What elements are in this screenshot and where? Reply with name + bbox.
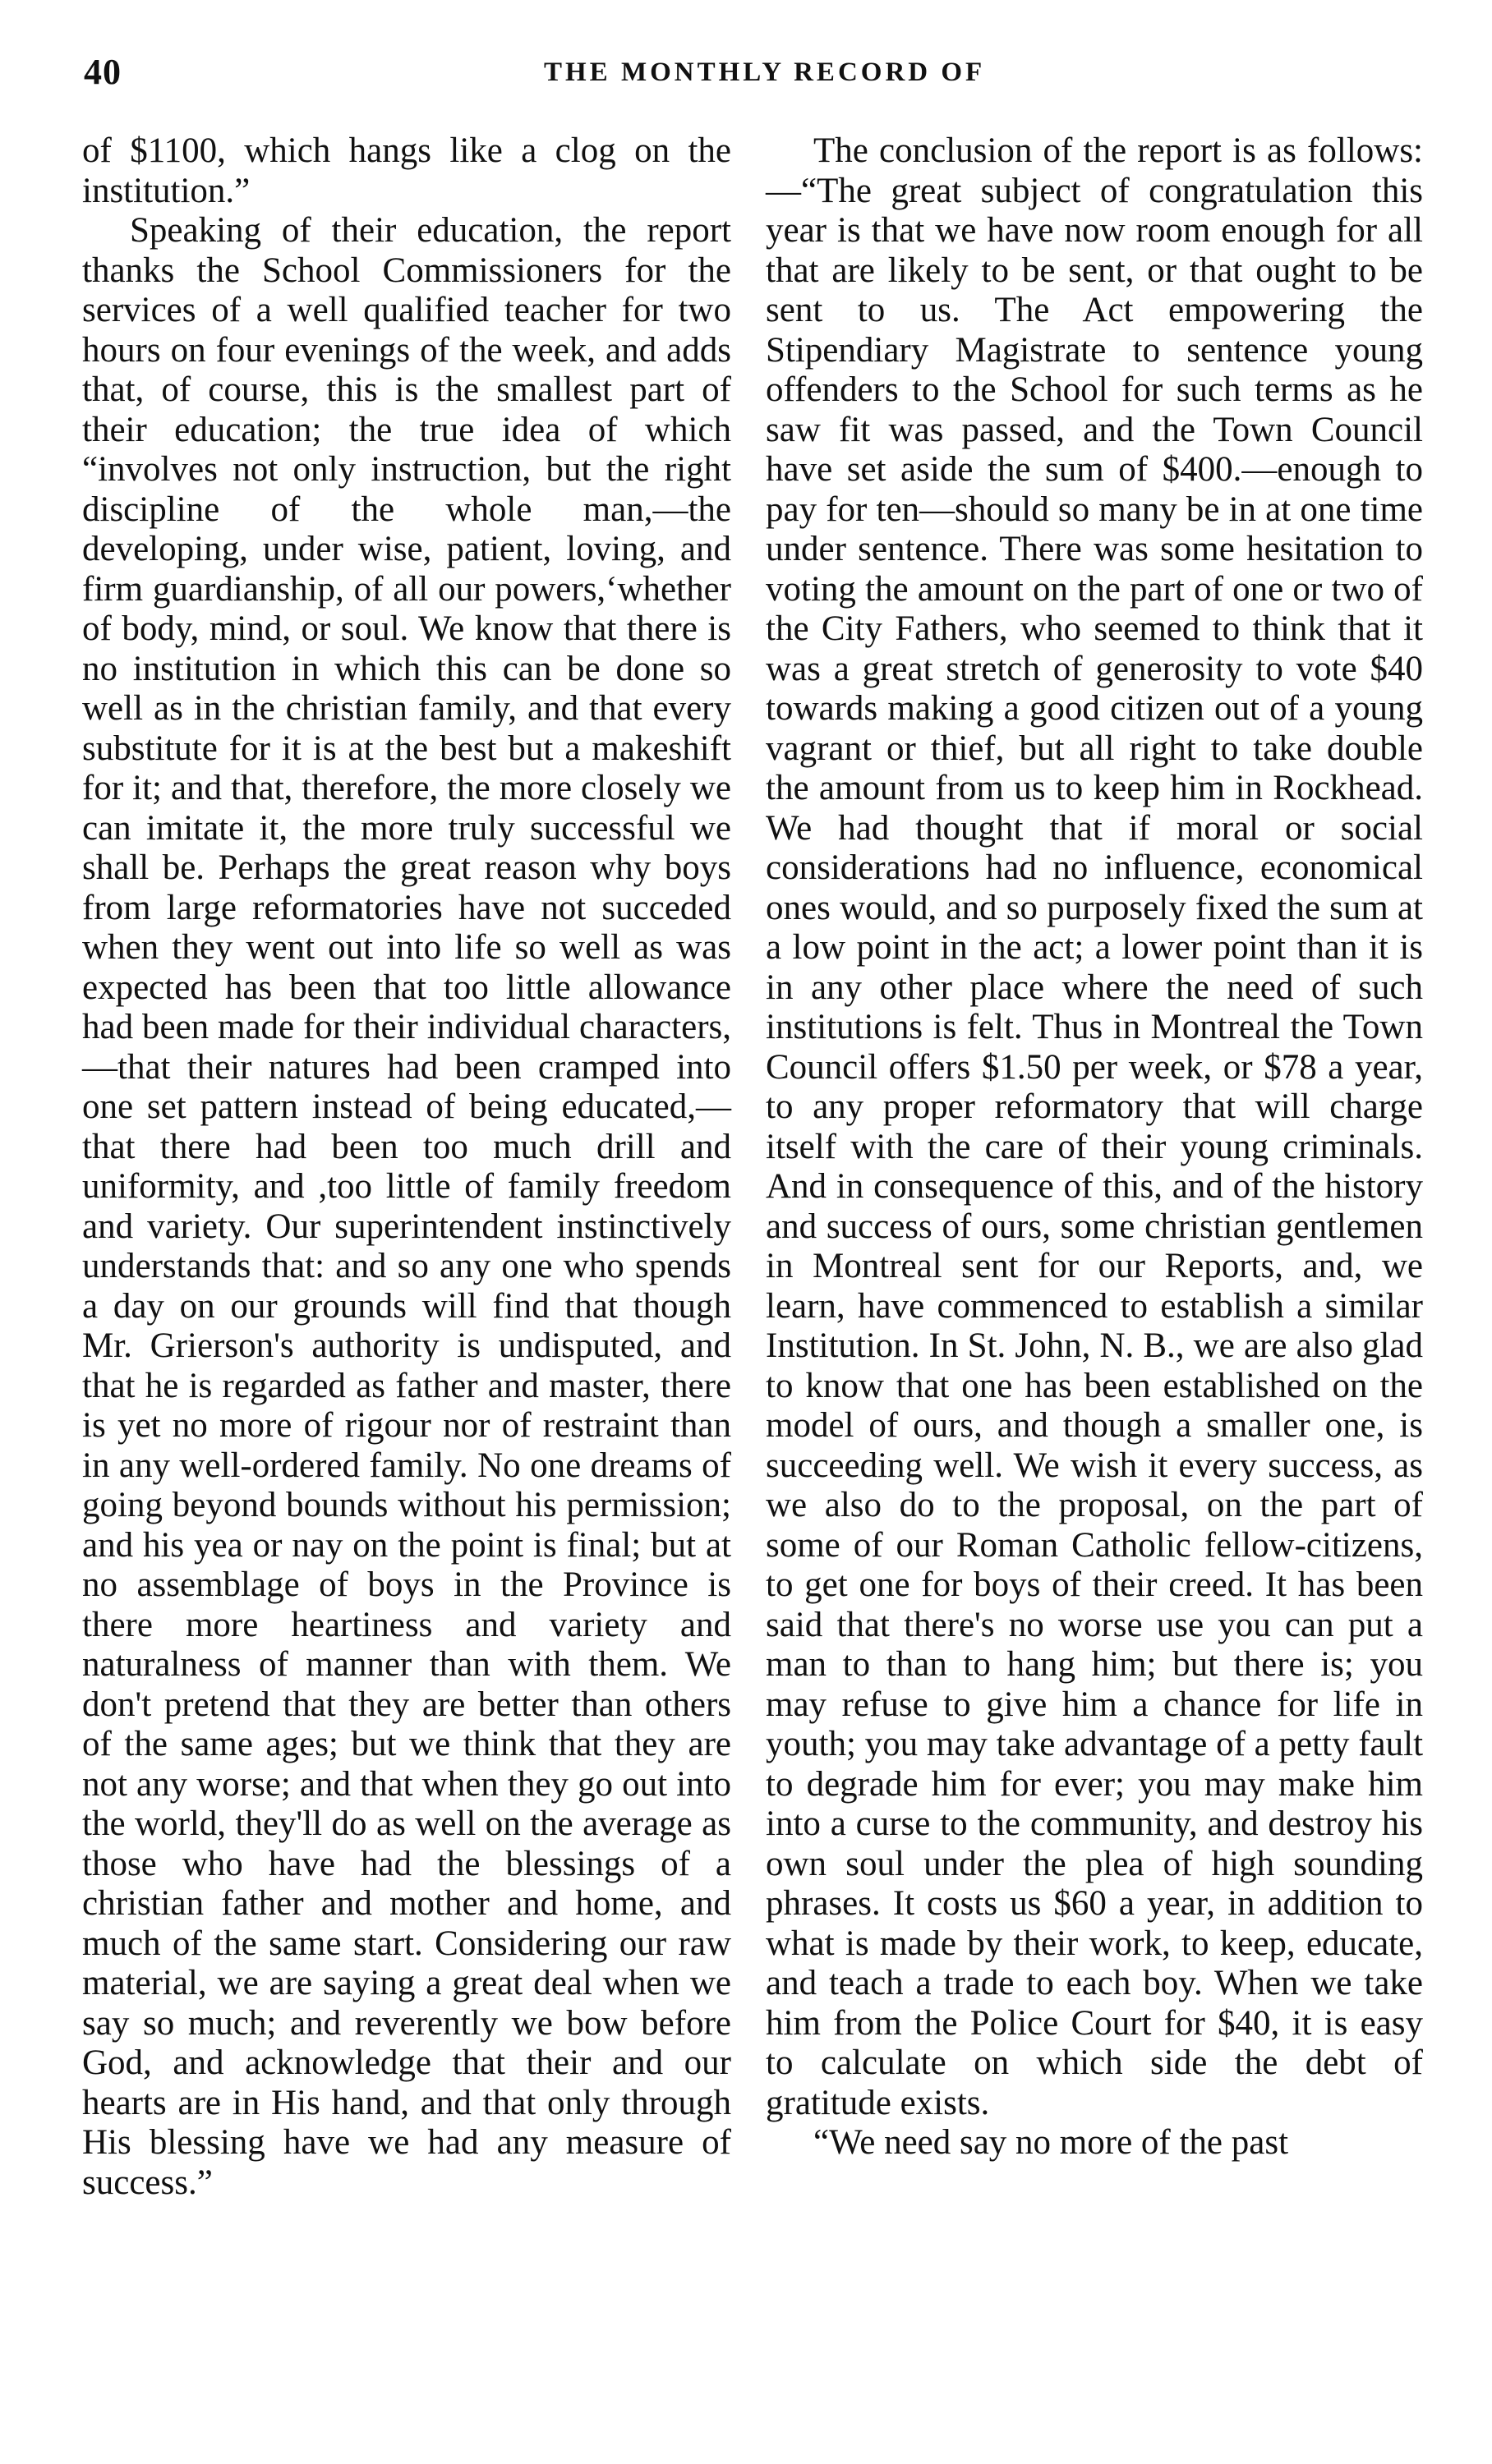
paragraph: Speaking of their education, the report thanks the School Commissioners for the services of a well qualified teacher for two hours on four evenings of the week, and adds that, of course, this is the smallest part of their education; the true idea of which “involves not only instruction, but the right discipline of the whole man,—the developing, under wise, patient, loving, and firm guardianship, of all our powers,‘whether of body, mind, or soul. We know that there is no institution in which this can be done so well as in the christian family, and that every substitute for it is at the best but a makeshift for it; and that, therefore, the more closely we can imitate it, the more truly successful we shall be. Perhaps the great reason why boys from large reformatories have not succeded when they went out into life so well as was expected has been that too little allowance had been made for their individual characters,—that their natures had been cramped into one set pattern instead of being educated,—that there had been too much drill and uniformity, and ,too little of family freedom and variety. Our superintendent instinctively understands that: and so any one who spends a day on our grounds will find that though Mr. Grierson's authority is undisputed, and that he is regarded as father and master, there is yet no more of rigour nor of restraint than in any well-ordered family. No one dreams of going beyond bounds without his permission; and his yea or nay on the point is final; but at no assemblage of boys in the Province is there more heartiness and variety and naturalness of manner than with them. We don't pretend that they are better than others of the same ages; but we think that they are not any worse; and that when they go out into the world, they'll do as well on the average as those who have had the blessings of a christian father and mother and home, and much of the same start. Considering our raw material, we are saying a great deal when we say so much; and reverently we bow before God, and acknowledge that their and our hearts are in His hand, and that only through His blessing have we had any measure of success.” [82,211,731,2202]
paragraph: “We need say no more of the past [813,2123,1289,2162]
running-title: THE MONTHLY RECORD OF [544,57,986,87]
left-column [82,131,731,2203]
paragraph: The conclusion of the report is as follows:—“The great subject of congratulation this year is that we have now room enough for all that are likely to be sent, or that ought to be sent to us. The Act empowering the Stipendiary Magistrate to sentence young offenders to the School for such terms as he saw fit was passed, and the Town Council have set aside the sum of $400.—enough to pay for ten—should so many be in at one time under sentence. There was some hesitation to voting the amount on the part of one or two of the City Fathers, who seemed to think that it was a great stretch of generosity to vote $40 towards making a good citizen out of a young vagrant or thief, but all right to take double the amount from us to keep him in Rockhead. We had thought that if moral or social considerations had no influence, economical ones would, and so purposely fixed the sum at a low point in the act; a lower point than it is in any other place where the need of such institutions is felt. Thus in Montreal the Town Council offers $1.50 per week, or $78 a year, to any proper reformatory that will charge itself with the care of their young criminals. And in consequence of this, and of the history and success of ours, some christian gentlemen in Montreal sent for our Reports, and, we learn, have commenced to establish a similar Institution. In St. John, N. B., we are also glad to know that one has been established on the model of ours, and though a smaller one, is succeeding well. We wish it every success, as we also do to the proposal, on the part of some of our Roman Catholic fellow-citizens, to get one for boys of their creed. It has been said that there's no worse use you can put a man to than to hang him; but there is; you may refuse to give him a chance for life in youth; you may take advantage of a petty fault to degrade him for ever; you may make him into a curse to the community, and destroy his own soul under the plea of high sounding phrases. It costs us $60 a year, in addition to what is made by their work, to keep, educate, and teach a trade to each boy. When we take him from the Police Court for $40, it is easy to calculate on which side the debt of gratitude exists. [766,131,1424,2122]
page-number: 40 [84,52,122,92]
right-column [766,131,1423,2163]
paragraph: of $1100, which hangs like a clog on the institution.” [82,131,731,210]
page-header [84,51,1436,100]
